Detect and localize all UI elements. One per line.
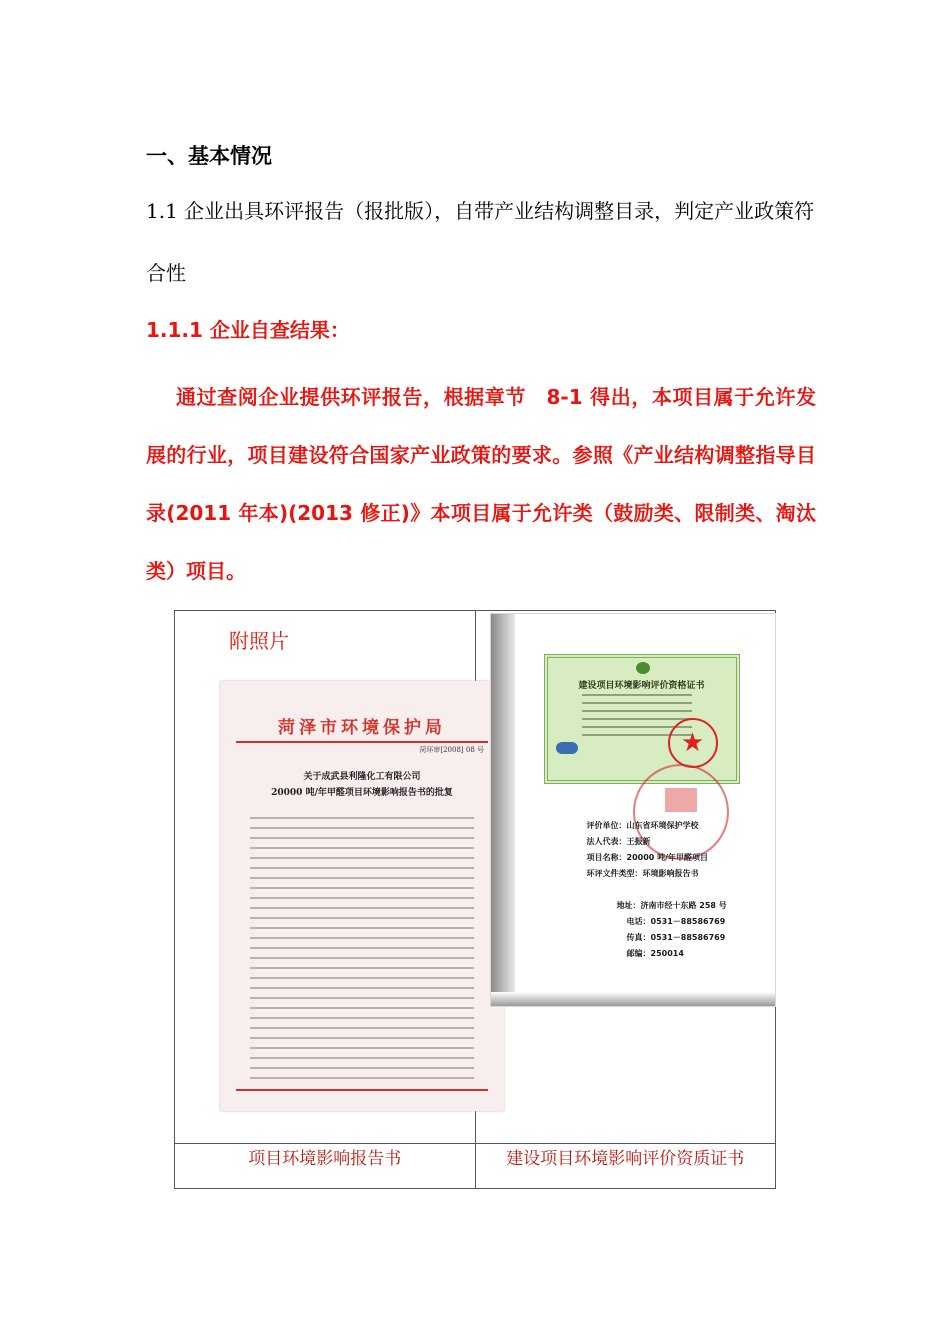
- info-line: 传真：0531－88586769: [626, 933, 726, 942]
- certificate-title: 建设项目环境影响评价资格证书: [578, 681, 705, 691]
- red-footer-line: [236, 1089, 488, 1091]
- info-line: 项目名称：20000 吨/年甲醛项目: [586, 853, 709, 862]
- approval-document-image: [220, 681, 504, 1111]
- section-heading: 一、基本情况: [146, 144, 272, 168]
- right-caption: 建设项目环境影响评价资质证书: [475, 1144, 776, 1189]
- info-line: 邮编：250014: [626, 949, 684, 958]
- national-seal-icon: ★: [668, 718, 718, 768]
- report-photo-cell: [175, 611, 484, 1144]
- bureau-header: 菏泽市环境保护局: [278, 718, 446, 738]
- attachment-label: 附照片: [229, 629, 289, 653]
- document-number: 菏环审[2008] 08 号: [419, 746, 484, 754]
- item-1-1-text: 1.1 企业出具环评报告（报批版），自带产业结构调整目录，判定产业政策符合性: [146, 199, 815, 285]
- emblem-icon: [636, 662, 650, 674]
- info-line: 评价单位：山东省环境保护学校: [586, 821, 699, 830]
- info-line: 法人代表：王振新: [586, 837, 651, 846]
- document-title-line1: 关于成武县利隆化工有限公司: [303, 772, 421, 782]
- info-line: 地址：济南市经十东路 258 号: [616, 901, 727, 910]
- left-caption: 项目环境影响报告书: [175, 1144, 476, 1189]
- logo-icon: [556, 742, 578, 754]
- certificate-photo-cell: [475, 611, 776, 1144]
- document-title-line2: 20000 吨/年甲醛项目环境影响报告书的批复: [271, 788, 453, 798]
- self-check-result: 通过查阅企业提供环评报告，根据章节 8-1 得出，本项目属于允许发展的行业，项目建设符合国家产业政策的要求。参照《产业结构调整指导目录(2011 年本)(2013 修正)》本项目属于允许类（鼓励类、限制类、淘汰类）项目。: [146, 385, 816, 583]
- info-line: 环评文件类型：环境影响报告书: [586, 869, 699, 878]
- sub-heading: 1.1.1 企业自查结果：: [146, 318, 350, 342]
- attachment-table: [174, 610, 776, 1189]
- qualification-certificate: [544, 654, 740, 784]
- certificate-document-image: [490, 613, 776, 1007]
- info-line: 电话：0531－88586769: [626, 917, 726, 926]
- red-divider: [236, 741, 488, 743]
